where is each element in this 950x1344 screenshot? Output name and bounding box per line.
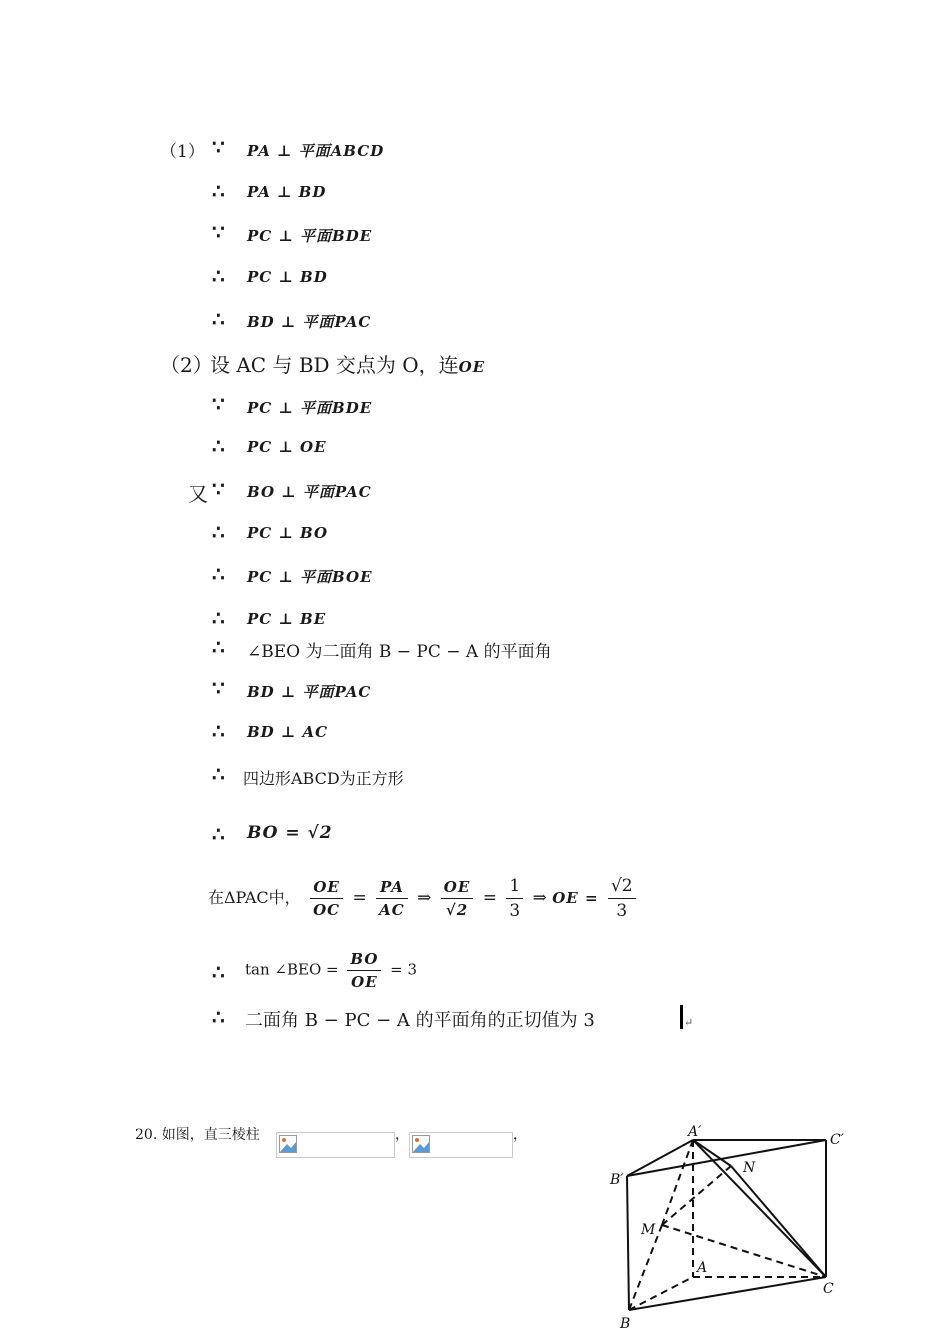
proof-line: 四边形ABCD为正方形 [243,769,404,788]
comma: ， [513,1127,527,1143]
paragraph-mark-icon: ↵ [684,1016,694,1029]
proof-line: PA ⊥ BD [247,183,327,201]
therefore-symbol: ∴ [212,960,223,984]
proof-line: PA ⊥ 平面ABCD [247,142,385,160]
proof-line: PC ⊥ 平面BDE [247,227,373,245]
therefore-symbol: ∴ [212,264,223,288]
proof-line: PC ⊥ BE [247,610,327,628]
broken-image-icon [412,1135,430,1153]
vertex-label: C′ [830,1132,844,1148]
because-symbol: ∵ [212,392,223,416]
therefore-symbol: ∴ [212,179,223,203]
therefore-symbol: ∴ [212,606,223,630]
therefore-symbol: ∴ [212,762,223,786]
therefore-symbol: ∴ [212,434,223,458]
conclusion-line: 二面角 B − PC − A 的平面角的正切值为 3 [245,1010,595,1031]
therefore-symbol: ∴ [212,719,223,743]
tan-equation: tan ∠BEO = $\frac{BO}{OE}$ = 3 [245,950,418,991]
proof-line: BD ⊥ 平面PAC [247,683,372,701]
because-symbol: ∵ [212,220,223,244]
image-placeholder[interactable] [276,1132,395,1158]
therefore-symbol: ∴ [212,1005,223,1029]
proof-line: PC ⊥ 平面BDE [247,399,373,417]
vertex-label: B [620,1316,631,1332]
because-symbol: ∵ [212,135,223,159]
part1-label: （1） [160,142,205,162]
proof-line: PC ⊥ BD [247,268,328,286]
broken-image-icon [279,1135,297,1153]
because-symbol: ∵ [212,676,223,700]
part2-label: （2） [160,353,213,377]
therefore-symbol: ∴ [212,562,223,586]
prism-figure [600,1120,860,1335]
vertex-label: A′ [688,1124,702,1140]
vertex-label: A [697,1260,708,1276]
text-cursor [680,1005,683,1029]
image-placeholder[interactable] [409,1132,513,1158]
proof-line: BD ⊥ 平面PAC [247,313,372,331]
part2-intro: 设 AC 与 BD 交点为 O，连OE [210,353,486,377]
proof-line: BD ⊥ AC [247,723,329,741]
ratio-equation: 在ΔPAC中， $\frac{OE}{OC}$ = $\frac{PA}{AC}$ ⇒ $\frac{OE}{√2}$ = $\frac{1}{3}$ ⇒ OE = $\frac{√2}{3}$ [208,876,640,921]
proof-line: BO ⊥ 平面PAC [247,483,372,501]
therefore-symbol: ∴ [212,307,223,331]
comma: ， [395,1127,409,1143]
vertex-label: C [823,1281,834,1297]
proof-line: PC ⊥ 平面BOE [247,568,373,586]
also-prefix: 又 [188,482,208,506]
proof-line: PC ⊥ OE [247,438,327,456]
therefore-symbol: ∴ [212,635,223,659]
proof-line: PC ⊥ BO [247,524,329,542]
proof-line: ∠BEO 为二面角 B − PC − A 的平面角 [247,642,552,662]
vertex-label: N [743,1160,756,1176]
therefore-symbol: ∴ [212,822,223,846]
therefore-symbol: ∴ [212,520,223,544]
because-symbol: ∵ [212,477,223,501]
problem-20-text: 20. 如图，直三棱柱 [135,1127,260,1143]
vertex-label: M [641,1222,656,1238]
proof-line: BO = √2 [247,823,333,843]
vertex-label: B′ [610,1172,624,1188]
